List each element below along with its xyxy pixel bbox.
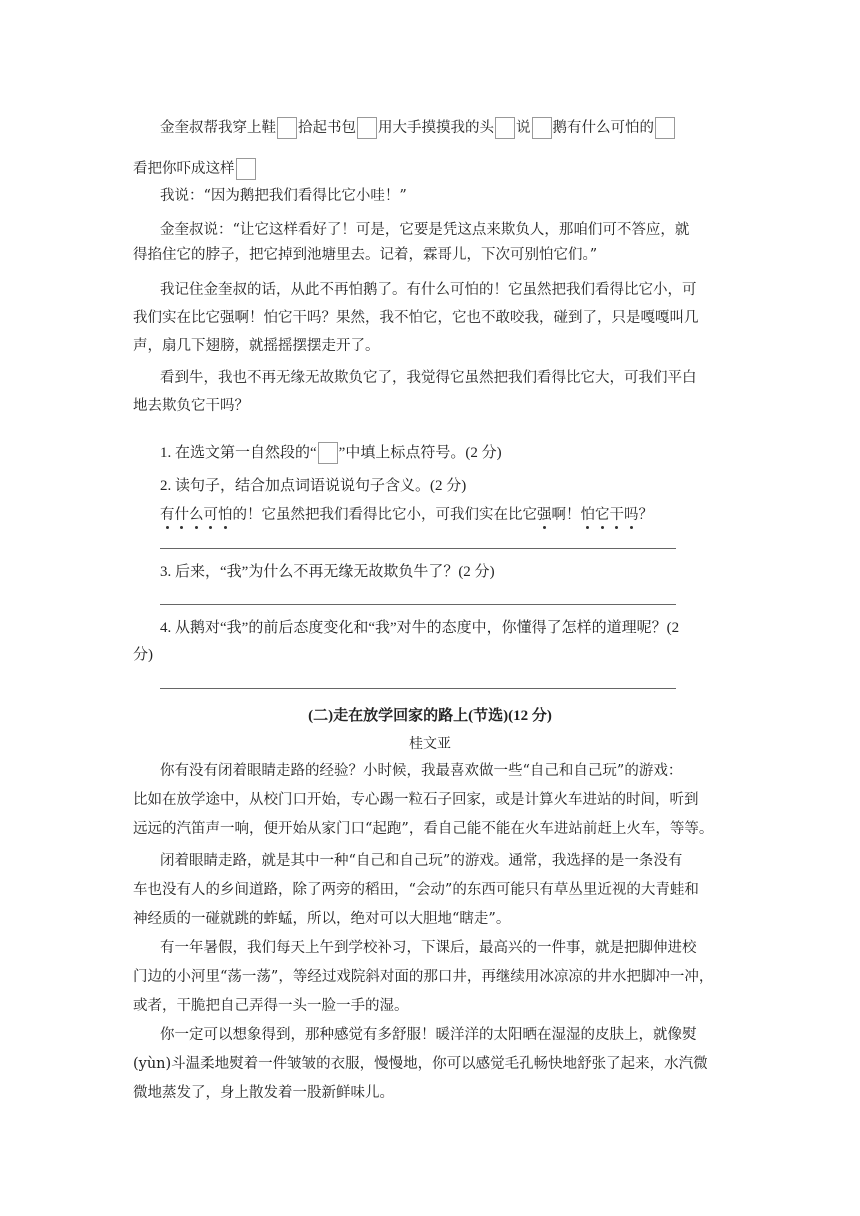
section2-line-3: 远远的汽笛声一响，便开始从家门口“起跑”，看自己能不能在火车进站前赶上火车，等等。: [133, 821, 714, 837]
dotted-character: 么: [189, 507, 204, 523]
question-1: [160, 442, 740, 464]
passage-para-2: 我说：“因为鹅把我们看得比它小哇！”: [160, 188, 407, 204]
question-1-text: 1. 在选文第一自然段的“: [160, 445, 317, 461]
punctuation-blank-1[interactable]: [277, 117, 297, 139]
passage-para-4-line-3: 声，扇几下翅膀，就摇摇摆摆走开了。: [133, 338, 380, 354]
sentence-character: 然: [290, 507, 305, 523]
sentence-character: 它: [522, 507, 537, 523]
sentence-character: 比: [377, 507, 392, 523]
text-segment: 用大手摸摸我的头: [378, 120, 494, 136]
sentence-character: 们: [464, 507, 479, 523]
sentence-character: ！: [566, 507, 581, 523]
answer-line-q2[interactable]: [160, 548, 676, 549]
passage-para-4-line-1: 我记住金奎叔的话，从此不再怕鹅了。有什么可怕的！它虽然把我们看得比它小，可: [160, 282, 697, 298]
question-1-text-end: ”中填上标点符号。(2 分): [338, 445, 502, 461]
section2-line-9: 或者，干脆把自己弄得一头一脸一手的湿。: [133, 998, 409, 1014]
section2-line-7: 有一年暑假，我们每天上午到学校补习，下课后，最高兴的一件事，就是把脚伸进校: [160, 940, 697, 956]
passage-para-1: [160, 117, 740, 139]
passage-para-4-line-2: 我们实在比它强啊！怕它干吗？果然，我不怕它，它也不敢咬我，碰到了，只是嘎嘎叫几: [133, 310, 699, 326]
sentence-character: 把: [305, 507, 320, 523]
text-segment: 拾起书包: [298, 120, 356, 136]
question-1-blank-box: [318, 442, 338, 464]
dotted-character: 吗: [624, 507, 639, 523]
sentence-character: 虽: [276, 507, 291, 523]
sentence-character: 在: [493, 507, 508, 523]
section2-line-4: 闭着眼睛走路，就是其中一种“自己和自己玩”的游戏。通常，我选择的是一条没有: [160, 853, 683, 869]
dotted-character: 干: [609, 507, 624, 523]
punctuation-blank-2[interactable]: [357, 117, 377, 139]
question-2-sentence: [160, 505, 740, 525]
section2-line-10: 你一定可以想象得到，那种感觉有多舒服！暖洋洋的太阳晒在湿湿的皮肤上，就像熨: [160, 1027, 697, 1043]
sentence-character: 可: [435, 507, 450, 523]
dotted-character: 有: [160, 507, 175, 523]
sentence-character: 看: [348, 507, 363, 523]
section2-line-8: 门边的小河里“荡一荡”，等经过戏院斜对面的那口井，再继续用冰凉凉的井水把脚冲一冲，: [133, 969, 714, 985]
key-sentence: [160, 507, 653, 523]
sentence-character: ？: [638, 507, 653, 523]
question-4-line-1: 4. 从鹅对“我”的前后态度变化和“我”对牛的态度中，你懂得了怎样的道理呢？(2: [160, 620, 680, 636]
dotted-character: 什: [174, 507, 189, 523]
passage-para-5-line-1: 看到牛，我也不再无缘无故欺负它了，我觉得它虽然把我们看得比它大，可我们平白: [160, 370, 697, 386]
sentence-character: 它: [261, 507, 276, 523]
section-author: 桂文亚: [409, 736, 451, 752]
sentence-character: ，: [421, 507, 436, 523]
punctuation-blank-4[interactable]: [532, 117, 552, 139]
section-title: (二)走在放学回家的路上(节选)(12 分): [308, 708, 552, 724]
sentence-character: 得: [363, 507, 378, 523]
sentence-character: 们: [334, 507, 349, 523]
text-segment: 说: [516, 120, 531, 136]
sentence-character: ！: [247, 507, 262, 523]
passage-para-3-line-2: 得掐住它的脖子，把它掉到池塘里去。记着，霖哥儿，下次可别怕它们。”: [133, 247, 598, 263]
question-2: 2. 读句子，结合加点词语说说句子含义。(2 分): [160, 478, 467, 494]
sentence-character: 我: [450, 507, 465, 523]
punctuation-blank-3[interactable]: [495, 117, 515, 139]
text-segment: 金奎叔帮我穿上鞋: [160, 120, 276, 136]
punctuation-blank-6[interactable]: [236, 158, 256, 180]
section2-line-6: 神经质的一碰就跳的蚱蜢，所以，绝对可以大胆地“瞎走”。: [133, 911, 511, 927]
dotted-character: 怕: [580, 507, 595, 523]
punctuation-blank-5[interactable]: [655, 117, 675, 139]
dotted-character: 它: [595, 507, 610, 523]
sentence-character: 我: [319, 507, 334, 523]
answer-line-q4[interactable]: [160, 688, 676, 689]
passage-para-1-cont: [133, 158, 713, 180]
sentence-character: 实: [479, 507, 494, 523]
section2-line-12: 微地蒸发了，身上散发着一股新鲜味儿。: [133, 1085, 394, 1101]
passage-para-5-line-2: 地去欺负它干吗？: [133, 398, 249, 414]
text-segment: 鹅有什么可怕的: [552, 120, 654, 136]
question-3: 3. 后来，“我”为什么不再无缘无故欺负牛了？(2 分): [160, 564, 495, 580]
section2-line-1: 你有没有闭着眼睛走路的经验？小时候，我最喜欢做一些“自己和自己玩”的游戏：: [160, 763, 683, 779]
question-4-line-2: 分): [133, 647, 153, 663]
section2-line-2: 比如在放学途中，从校门口开始，专心踢一粒石子回家，或是计算火车进站的时间，听到: [133, 792, 699, 808]
dotted-character: 怕: [218, 507, 233, 523]
dotted-character: 可: [203, 507, 218, 523]
dotted-character: 强: [537, 507, 552, 523]
section2-line-11: (yùn)斗温柔地熨着一件皱皱的衣服，慢慢地，你可以感觉毛孔畅快地舒张了起来，水汽微: [133, 1056, 708, 1072]
sentence-character: 它: [392, 507, 407, 523]
answer-line-q3[interactable]: [160, 604, 676, 605]
sentence-character: 比: [508, 507, 523, 523]
sentence-character: 小: [406, 507, 421, 523]
sentence-character: 啊: [551, 507, 566, 523]
section2-line-5: 车也没有人的乡间道路，除了两旁的稻田，“会动”的东西可能只有草丛里近视的大青蛙和: [133, 882, 699, 898]
text-segment: 看把你吓成这样: [133, 161, 235, 177]
passage-para-3-line-1: 金奎叔说：“让它这样看好了！可是，它要是凭这点来欺负人，那咱们可不答应，就: [160, 222, 690, 238]
sentence-character: 的: [232, 507, 247, 523]
